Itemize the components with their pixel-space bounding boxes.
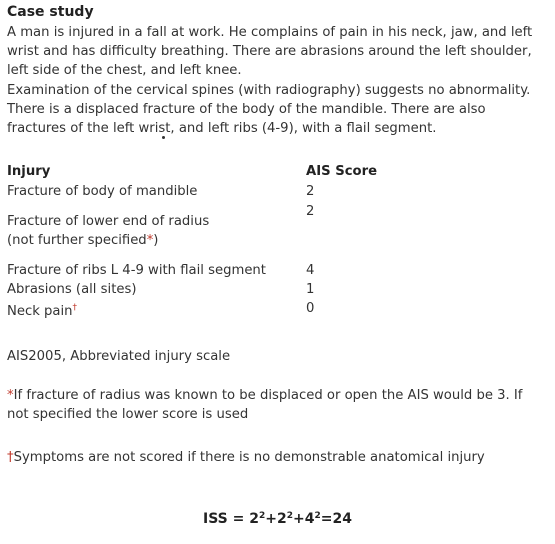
row-score-mandible: 2: [306, 184, 315, 199]
row-injury-radius-line2: (not further specified*): [7, 233, 159, 248]
row-injury-abrasions: Abrasions (all sites): [7, 282, 137, 297]
case-paragraph-1: A man is injured in a fall at work. He complains of pain in his neck, jaw, and left wrist and has difficulty breathing. There are abrasions around the left shoulder, left side of the chest, and left knee.: [7, 25, 533, 78]
case-study-title: Case study: [7, 4, 94, 20]
iss-formula: ISS = $2^2+2^2+4^2=24$: [203, 511, 352, 527]
asterisk-mark: *: [146, 233, 154, 248]
row-injury-neck-pain: Neck pain†: [7, 303, 78, 319]
stray-dot: [162, 136, 165, 139]
row-injury-mandible: Fracture of body of mandible: [7, 184, 198, 199]
footnote-symptoms: †Symptoms are not scored if there is no demonstrable anatomical injury: [7, 450, 485, 465]
dagger-mark: †: [72, 303, 78, 313]
row-injury-ribs: Fracture of ribs L 4-9 with flail segment: [7, 263, 266, 278]
row-score-ribs: 4: [306, 263, 315, 278]
case-paragraph-2: Examination of the cervical spines (with radiography) suggests no abnormality. There is a displaced fracture of the body of the mandible. There are also fractures of the left wrist, and left ribs (4-9), with a flail segment.: [7, 83, 531, 136]
footnote-radius: *If fracture of radius was known to be displaced or open the AIS would be 3. If not specified the lower score is used: [7, 388, 523, 422]
row-score-abrasions: 1: [306, 282, 315, 297]
header-ais-score: AIS Score: [306, 164, 378, 179]
ais-scale-note: AIS2005, Abbreviated injury scale: [7, 349, 231, 364]
header-injury: Injury: [7, 164, 51, 179]
row-injury-radius-line1: Fracture of lower end of radius: [7, 214, 210, 229]
row-score-neck-pain: 0: [306, 301, 315, 316]
row-score-radius: 2: [306, 204, 315, 219]
